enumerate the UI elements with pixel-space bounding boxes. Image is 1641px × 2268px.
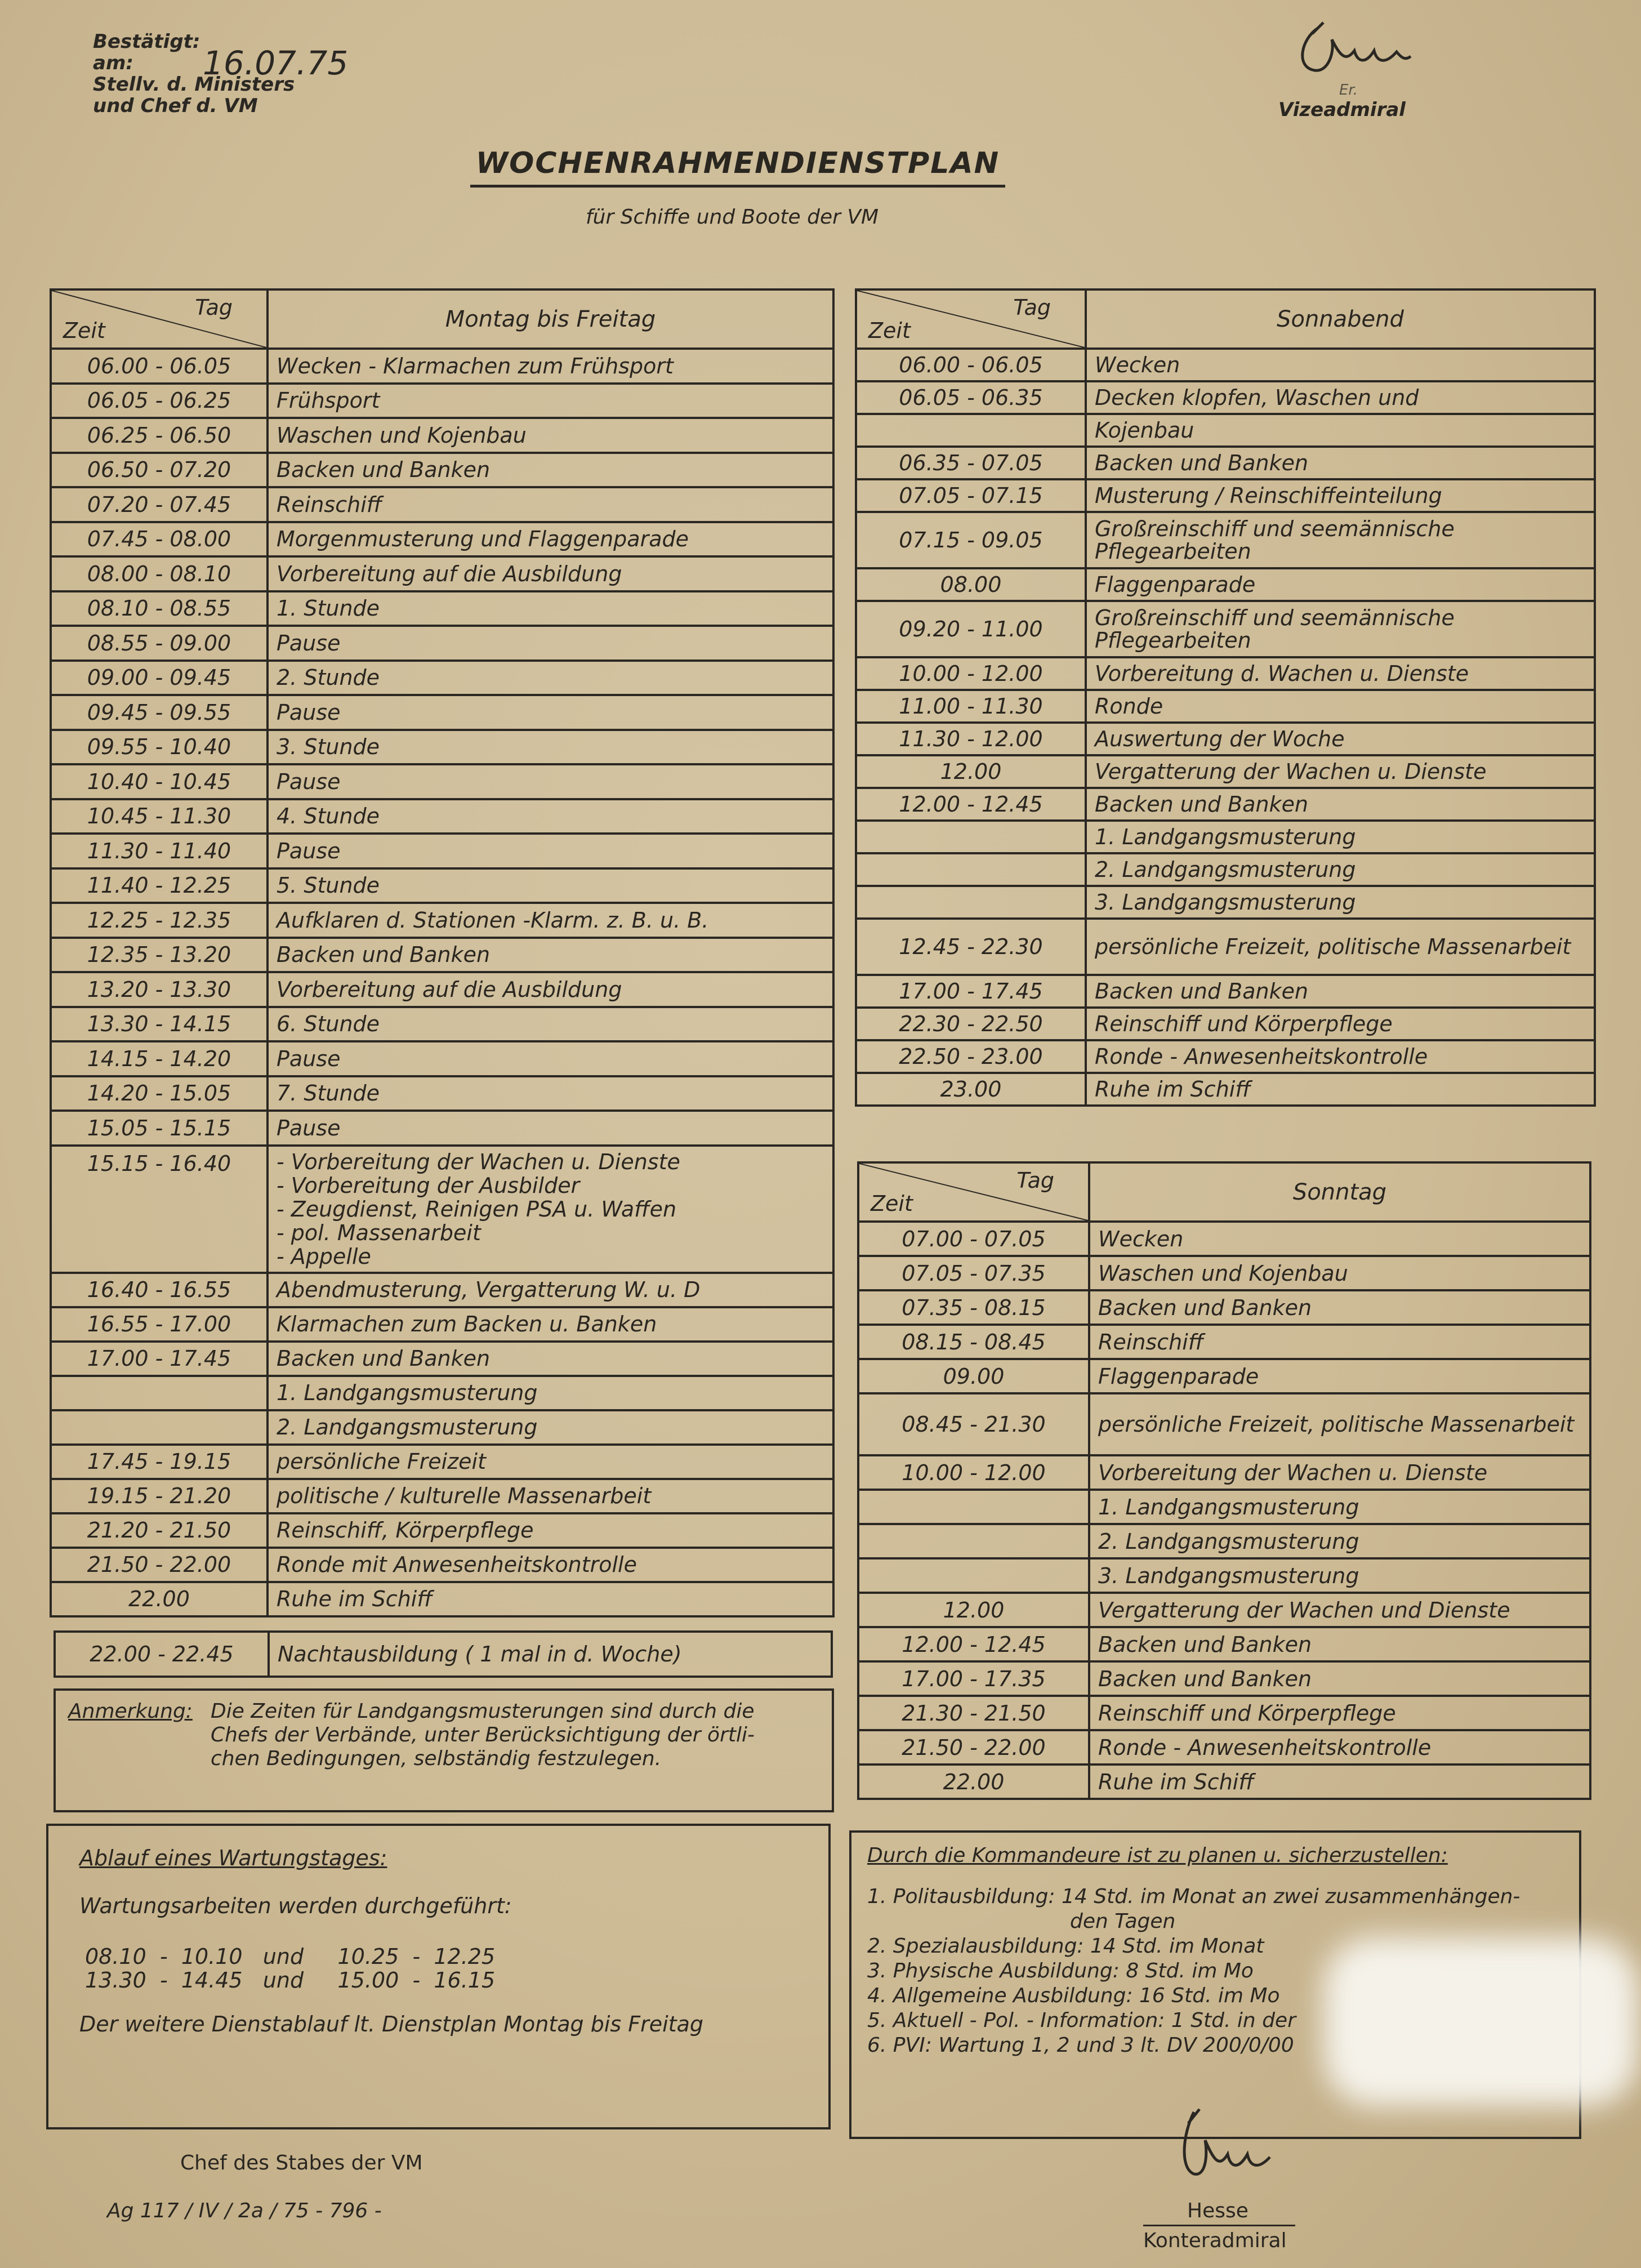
- activity-cell: Ronde - Anwesenheitskontrolle: [1086, 1040, 1595, 1073]
- table-row: [858, 1661, 1590, 1696]
- table-row: [51, 1111, 833, 1146]
- maintenance-box: [46, 1824, 831, 2129]
- time-cell: 07.35 - 08.15: [858, 1290, 1089, 1325]
- activity-cell: Ruhe im Schiff: [1086, 1073, 1595, 1106]
- activity-cell: Flaggenparade: [1086, 568, 1595, 601]
- footer-left-title: Chef des Stabes der VM: [180, 2151, 423, 2175]
- note-line: chen Bedingungen, selbständig festzulegen.: [211, 1747, 662, 1770]
- activity-cell: Vergatterung der Wachen und Dienste: [1089, 1593, 1590, 1627]
- table-row: [858, 1222, 1590, 1256]
- time-cell: 15.05 - 15.15: [51, 1111, 267, 1146]
- table-row: [51, 1376, 833, 1410]
- activity-cell: 2. Landgangsmusterung: [1089, 1524, 1590, 1558]
- table-row: [858, 1325, 1590, 1359]
- time-cell: 11.00 - 11.30: [856, 690, 1086, 723]
- activity-cell: Musterung / Reinschiffeinteilung: [1086, 479, 1595, 512]
- activity-cell: Ruhe im Schiff: [267, 1582, 833, 1616]
- time-cell: 07.05 - 07.35: [858, 1256, 1089, 1290]
- approval-line: und Chef d. VM: [93, 95, 258, 117]
- time-cell: 08.15 - 08.45: [858, 1325, 1089, 1359]
- time-cell: 11.30 - 11.40: [51, 834, 267, 868]
- activity-cell: 5. Stunde: [267, 868, 833, 903]
- activity-cell: Klarmachen zum Backen u. Banken: [267, 1307, 833, 1342]
- header-diagonal-cell: [858, 1162, 1089, 1222]
- activity-cell: Backen und Banken: [1086, 447, 1595, 479]
- table-row: [51, 903, 833, 938]
- col-day: Sonnabend: [1086, 289, 1595, 349]
- time-cell: 10.40 - 10.45: [51, 764, 267, 799]
- table-row: [858, 1455, 1590, 1490]
- time-cell: [856, 886, 1086, 919]
- table-row: [51, 661, 833, 696]
- time-cell: 15.15 - 16.40: [51, 1146, 267, 1273]
- time-cell: 09.55 - 10.40: [51, 730, 267, 765]
- col-zeit: Zeit: [63, 318, 105, 343]
- table-row: [51, 1582, 833, 1616]
- activity-cell: 2. Landgangsmusterung: [267, 1410, 833, 1445]
- table-row: [858, 1290, 1590, 1325]
- activity-cell: Morgenmusterung und Flaggenparade: [267, 522, 833, 557]
- commanders-line: 5. Aktuell - Pol. - Information: 1 Std. in der: [867, 2009, 1296, 2032]
- col-day: Montag bis Freitag: [267, 289, 833, 349]
- time-cell: 13.20 - 13.30: [51, 972, 267, 1007]
- activity-cell: Nachtausbildung ( 1 mal in d. Woche): [269, 1632, 832, 1677]
- time-cell: 12.25 - 12.35: [51, 903, 267, 938]
- table-row: [51, 834, 833, 868]
- page-subtitle: für Schiffe und Boote der VM: [585, 206, 879, 229]
- time-cell: 21.20 - 21.50: [51, 1513, 267, 1548]
- commanders-line: 3. Physische Ausbildung: 8 Std. im Mo: [867, 1959, 1254, 1982]
- table-row: [856, 414, 1595, 447]
- time-cell: [51, 1376, 267, 1410]
- activity-cell: Aufklaren d. Stationen -Klarm. z. B. u. B.: [267, 903, 833, 938]
- commanders-line: 6. PVI: Wartung 1, 2 und 3 lt. DV 200/0/00: [867, 2034, 1294, 2057]
- table-row: [51, 868, 833, 903]
- time-cell: 08.45 - 21.30: [858, 1393, 1089, 1455]
- time-cell: 10.00 - 12.00: [858, 1455, 1089, 1490]
- weekday-table: [50, 288, 835, 1618]
- signer-initial: Er.: [1339, 82, 1358, 99]
- table-row: [856, 1040, 1595, 1073]
- table-row: [51, 1410, 833, 1445]
- activity-cell: Backen und Banken: [1089, 1661, 1590, 1696]
- activity-cell: persönliche Freizeit, politische Massenarbeit: [1089, 1393, 1590, 1455]
- table-row: [856, 447, 1595, 479]
- activity-cell: Reinschiff: [267, 487, 833, 522]
- table-row: [51, 1479, 833, 1513]
- activity-cell: 1. Landgangsmusterung: [1089, 1490, 1590, 1524]
- activity-cell: Pause: [267, 834, 833, 868]
- time-cell: 08.00 - 08.10: [51, 556, 267, 591]
- table-row: [51, 1445, 833, 1479]
- approval-line: am:: [93, 52, 133, 74]
- activity-cell: Vorbereitung der Wachen u. Dienste: [1089, 1455, 1590, 1490]
- time-cell: 07.00 - 07.05: [858, 1222, 1089, 1256]
- col-tag: Tag: [195, 295, 233, 320]
- time-cell: 14.15 - 14.20: [51, 1041, 267, 1076]
- table-row: [856, 568, 1595, 601]
- maintenance-times: 13.30 - 14.45 und 15.00 - 16.15: [85, 1968, 496, 1993]
- activity-item: - Vorbereitung der Ausbilder: [277, 1173, 580, 1198]
- activity-cell: Flaggenparade: [1089, 1359, 1590, 1393]
- reference-number: Ag 117 / IV / 2a / 75 - 796 -: [107, 2199, 382, 2222]
- activity-cell: 3. Landgangsmusterung: [1086, 886, 1595, 919]
- activity-cell: Backen und Banken: [1089, 1627, 1590, 1661]
- table-row: [51, 626, 833, 661]
- activity-cell: Großreinschiff und seemännische Pflegearbeiten: [1086, 512, 1595, 568]
- activity-cell: Pause: [267, 1111, 833, 1146]
- time-cell: 17.45 - 19.15: [51, 1445, 267, 1479]
- time-cell: 09.45 - 09.55: [51, 695, 267, 730]
- activity-cell: Backen und Banken: [267, 1342, 833, 1376]
- time-cell: 08.55 - 09.00: [51, 626, 267, 661]
- activity-cell: 4. Stunde: [267, 799, 833, 834]
- maintenance-note: Der weitere Dienstablauf lt. Dienstplan Montag bis Freitag: [79, 2012, 703, 2037]
- table-row: [856, 723, 1595, 755]
- activity-item: - Zeugdienst, Reinigen PSA u. Waffen: [277, 1196, 677, 1222]
- time-cell: 10.45 - 11.30: [51, 799, 267, 834]
- table-row: [856, 975, 1595, 1008]
- activity-item: - pol. Massenarbeit: [277, 1220, 481, 1245]
- table-row: [858, 1393, 1590, 1455]
- table-row: [858, 1490, 1590, 1524]
- time-cell: 08.10 - 08.55: [51, 591, 267, 626]
- approval-line: Stellv. d. Ministers: [93, 73, 295, 96]
- table-row: [51, 1342, 833, 1376]
- table-row: [51, 695, 833, 730]
- table-row: [51, 799, 833, 834]
- activity-cell: Vorbereitung auf die Ausbildung: [267, 972, 833, 1007]
- time-cell: [856, 414, 1086, 447]
- time-cell: 17.00 - 17.45: [856, 975, 1086, 1008]
- table-row: [51, 938, 833, 973]
- time-cell: 06.35 - 07.05: [856, 447, 1086, 479]
- activity-cell: Frühsport: [267, 384, 833, 418]
- table-row: [858, 1524, 1590, 1558]
- activity-item: - Appelle: [277, 1244, 371, 1269]
- table-row: [51, 556, 833, 591]
- time-cell: 07.45 - 08.00: [51, 522, 267, 557]
- table-row: [51, 1273, 833, 1307]
- time-cell: 09.00 - 09.45: [51, 661, 267, 696]
- col-day: Sonntag: [1089, 1162, 1590, 1222]
- commanders-title: Durch die Kommandeure ist zu planen u. sicherzustellen:: [867, 1844, 1448, 1867]
- table-row: [856, 1008, 1595, 1040]
- table-row: [856, 755, 1595, 788]
- footer-signer-rank: Konteradmiral: [1143, 2229, 1287, 2252]
- night-training-table: [53, 1630, 833, 1678]
- activity-cell: Wecken: [1086, 349, 1595, 381]
- time-cell: 09.00: [858, 1359, 1089, 1393]
- time-cell: 14.20 - 15.05: [51, 1076, 267, 1111]
- time-cell: 22.00: [858, 1765, 1089, 1799]
- activity-cell: 2. Stunde: [267, 661, 833, 696]
- table-row: [51, 1513, 833, 1548]
- time-cell: 06.00 - 06.05: [856, 349, 1086, 381]
- activity-cell: Ruhe im Schiff: [1089, 1765, 1590, 1799]
- time-cell: 21.50 - 22.00: [51, 1548, 267, 1582]
- table-row: [856, 919, 1595, 975]
- note-box: [53, 1688, 834, 1812]
- table-row: [858, 1359, 1590, 1393]
- time-cell: [51, 1410, 267, 1445]
- activity-cell: Pause: [267, 695, 833, 730]
- activity-cell: 2. Landgangsmusterung: [1086, 853, 1595, 886]
- konteradmiral-signature: [1160, 2106, 1284, 2191]
- signature-line: [1143, 2225, 1295, 2226]
- time-cell: 06.05 - 06.35: [856, 381, 1086, 414]
- activity-cell: Backen und Banken: [267, 453, 833, 488]
- time-cell: 07.15 - 09.05: [856, 512, 1086, 568]
- activity-cell: 1. Landgangsmusterung: [267, 1376, 833, 1410]
- time-cell: 10.00 - 12.00: [856, 657, 1086, 690]
- maintenance-times: 08.10 - 10.10 und 10.25 - 12.25: [85, 1944, 496, 1969]
- time-cell: 19.15 - 21.20: [51, 1479, 267, 1513]
- activity-cell: Backen und Banken: [267, 938, 833, 973]
- time-cell: 08.00: [856, 568, 1086, 601]
- note-line: Chefs der Verbände, unter Berücksichtigung der örtli-: [211, 1723, 755, 1746]
- time-cell: 17.00 - 17.45: [51, 1342, 267, 1376]
- activity-cell: 6. Stunde: [267, 1007, 833, 1042]
- activity-cell: Ronde: [1086, 690, 1595, 723]
- approval-date: 16.07.75: [203, 44, 349, 82]
- table-row: [856, 381, 1595, 414]
- time-cell: 07.20 - 07.45: [51, 487, 267, 522]
- activity-cell: politische / kulturelle Massenarbeit: [267, 1479, 833, 1513]
- commanders-line: 1. Politausbildung: 14 Std. im Monat an zwei zusammenhängen-: [867, 1885, 1520, 1908]
- time-cell: 06.25 - 06.50: [51, 418, 267, 453]
- maintenance-line: Wartungsarbeiten werden durchgeführt:: [79, 1893, 512, 1918]
- note-text: [211, 1700, 755, 1771]
- time-cell: 06.50 - 07.20: [51, 453, 267, 488]
- time-cell: 12.00: [856, 755, 1086, 788]
- table-row: [858, 1730, 1590, 1765]
- table-row: [51, 349, 833, 384]
- time-cell: [856, 853, 1086, 886]
- time-cell: 11.40 - 12.25: [51, 868, 267, 903]
- table-row: [51, 1041, 833, 1076]
- table-row: [51, 522, 833, 557]
- activity-cell: Waschen und Kojenbau: [1089, 1256, 1590, 1290]
- table-row: [51, 591, 833, 626]
- table-row: [51, 1548, 833, 1582]
- activity-cell: Vorbereitung d. Wachen u. Dienste: [1086, 657, 1595, 690]
- table-row: [856, 657, 1595, 690]
- footer-signer-name: Hesse: [1187, 2199, 1248, 2222]
- table-row: [856, 788, 1595, 821]
- table-row: [856, 821, 1595, 853]
- activity-cell: Reinschiff: [1089, 1325, 1590, 1359]
- activity-cell: Reinschiff und Körperpflege: [1089, 1696, 1590, 1730]
- header-diagonal-cell: [51, 289, 267, 349]
- table-row: [856, 853, 1595, 886]
- photo-glare: [1323, 1937, 1639, 2106]
- time-cell: 22.00: [51, 1582, 267, 1616]
- activity-cell: Pause: [267, 626, 833, 661]
- approval-line: Bestätigt:: [93, 30, 200, 53]
- table-row: [51, 972, 833, 1007]
- activity-cell: Wecken - Klarmachen zum Frühsport: [267, 349, 833, 384]
- table-row: [858, 1558, 1590, 1593]
- time-cell: 12.35 - 13.20: [51, 938, 267, 973]
- table-row: [51, 1307, 833, 1342]
- time-cell: 16.40 - 16.55: [51, 1273, 267, 1307]
- activity-cell: Auswertung der Woche: [1086, 723, 1595, 755]
- time-cell: 23.00: [856, 1073, 1086, 1106]
- time-cell: 06.05 - 06.25: [51, 384, 267, 418]
- time-cell: 11.30 - 12.00: [856, 723, 1086, 755]
- time-cell: 22.30 - 22.50: [856, 1008, 1086, 1040]
- note-line: Die Zeiten für Landgangsmusterungen sind durch die: [211, 1700, 755, 1723]
- time-cell: [856, 821, 1086, 853]
- time-cell: 21.30 - 21.50: [858, 1696, 1089, 1730]
- maintenance-title: Ablauf eines Wartungstages:: [79, 1846, 387, 1870]
- saturday-table: [855, 288, 1596, 1107]
- table-row: [856, 886, 1595, 919]
- activity-cell: persönliche Freizeit, politische Massenarbeit: [1086, 919, 1595, 975]
- time-cell: 22.50 - 23.00: [856, 1040, 1086, 1073]
- activity-cell: Pause: [267, 1041, 833, 1076]
- activity-cell: 3. Landgangsmusterung: [1089, 1558, 1590, 1593]
- activity-cell: Abendmusterung, Vergatterung W. u. D: [267, 1273, 833, 1307]
- activity-cell: Großreinschiff und seemännische Pflegearbeiten: [1086, 601, 1595, 657]
- time-cell: 13.30 - 14.15: [51, 1007, 267, 1042]
- header-diagonal-cell: [856, 289, 1086, 349]
- table-row: [856, 1073, 1595, 1106]
- commanders-line: den Tagen: [1070, 1910, 1176, 1933]
- page-title: WOCHENRAHMENDIENSTPLAN: [475, 146, 1000, 180]
- activity-cell: Vorbereitung auf die Ausbildung: [267, 556, 833, 591]
- activity-cell: persönliche Freizeit: [267, 1445, 833, 1479]
- time-cell: [858, 1524, 1089, 1558]
- table-row: [858, 1627, 1590, 1661]
- activity-cell: Kojenbau: [1086, 414, 1595, 447]
- activity-cell: Backen und Banken: [1086, 788, 1595, 821]
- note-label: Anmerkung:: [68, 1700, 193, 1723]
- table-row: [856, 349, 1595, 381]
- sunday-table: [857, 1161, 1591, 1800]
- time-cell: 16.55 - 17.00: [51, 1307, 267, 1342]
- table-row: [856, 690, 1595, 723]
- activity-list-cell: [267, 1146, 833, 1273]
- activity-cell: Backen und Banken: [1086, 975, 1595, 1008]
- table-row: [51, 1007, 833, 1042]
- vizeadmiral-signature: [1290, 17, 1413, 84]
- commanders-line: 4. Allgemeine Ausbildung: 16 Std. im Mo: [867, 1984, 1280, 2007]
- time-cell: [858, 1558, 1089, 1593]
- activity-cell: Vergatterung der Wachen u. Dienste: [1086, 755, 1595, 788]
- table-row: [858, 1765, 1590, 1799]
- table-row: [858, 1696, 1590, 1730]
- commanders-line: 2. Spezialausbildung: 14 Std. im Monat: [867, 1935, 1264, 1958]
- time-cell: 21.50 - 22.00: [858, 1730, 1089, 1765]
- activity-cell: 7. Stunde: [267, 1076, 833, 1111]
- time-cell: 06.00 - 06.05: [51, 349, 267, 384]
- table-row: [51, 453, 833, 488]
- col-zeit: Zeit: [868, 318, 911, 343]
- table-row: [858, 1256, 1590, 1290]
- activity-cell: Pause: [267, 764, 833, 799]
- time-cell: 12.00 - 12.45: [856, 788, 1086, 821]
- col-tag: Tag: [1013, 295, 1051, 320]
- time-cell: 12.00: [858, 1593, 1089, 1627]
- activity-cell: Backen und Banken: [1089, 1290, 1590, 1325]
- time-cell: 22.00 - 22.45: [55, 1632, 269, 1677]
- activity-cell: 3. Stunde: [267, 730, 833, 765]
- activity-cell: 1. Landgangsmusterung: [1086, 821, 1595, 853]
- activity-cell: Decken klopfen, Waschen und: [1086, 381, 1595, 414]
- time-cell: [858, 1490, 1089, 1524]
- table-row: [856, 479, 1595, 512]
- table-row: [51, 730, 833, 765]
- activity-cell: Ronde mit Anwesenheitskontrolle: [267, 1548, 833, 1582]
- col-zeit: Zeit: [871, 1191, 913, 1216]
- time-cell: 12.00 - 12.45: [858, 1627, 1089, 1661]
- col-tag: Tag: [1016, 1168, 1054, 1193]
- activity-cell: Ronde - Anwesenheitskontrolle: [1089, 1730, 1590, 1765]
- activity-cell: Reinschiff und Körperpflege: [1086, 1008, 1595, 1040]
- activity-item: - Vorbereitung der Wachen u. Dienste: [277, 1149, 680, 1174]
- signer-rank: Vizeadmiral: [1278, 99, 1406, 121]
- time-cell: 12.45 - 22.30: [856, 919, 1086, 975]
- table-row: [51, 384, 833, 418]
- time-cell: 07.05 - 07.15: [856, 479, 1086, 512]
- table-row: [51, 764, 833, 799]
- table-row: [856, 512, 1595, 568]
- table-row: [856, 601, 1595, 657]
- table-row: [858, 1593, 1590, 1627]
- time-cell: 17.00 - 17.35: [858, 1661, 1089, 1696]
- time-cell: 09.20 - 11.00: [856, 601, 1086, 657]
- activity-cell: Reinschiff, Körperpflege: [267, 1513, 833, 1548]
- activity-cell: 1. Stunde: [267, 591, 833, 626]
- table-row: [51, 418, 833, 453]
- activity-cell: Wecken: [1089, 1222, 1590, 1256]
- table-row: [51, 1076, 833, 1111]
- table-row: [51, 487, 833, 522]
- title-underline: [470, 185, 1005, 188]
- activity-cell: Waschen und Kojenbau: [267, 418, 833, 453]
